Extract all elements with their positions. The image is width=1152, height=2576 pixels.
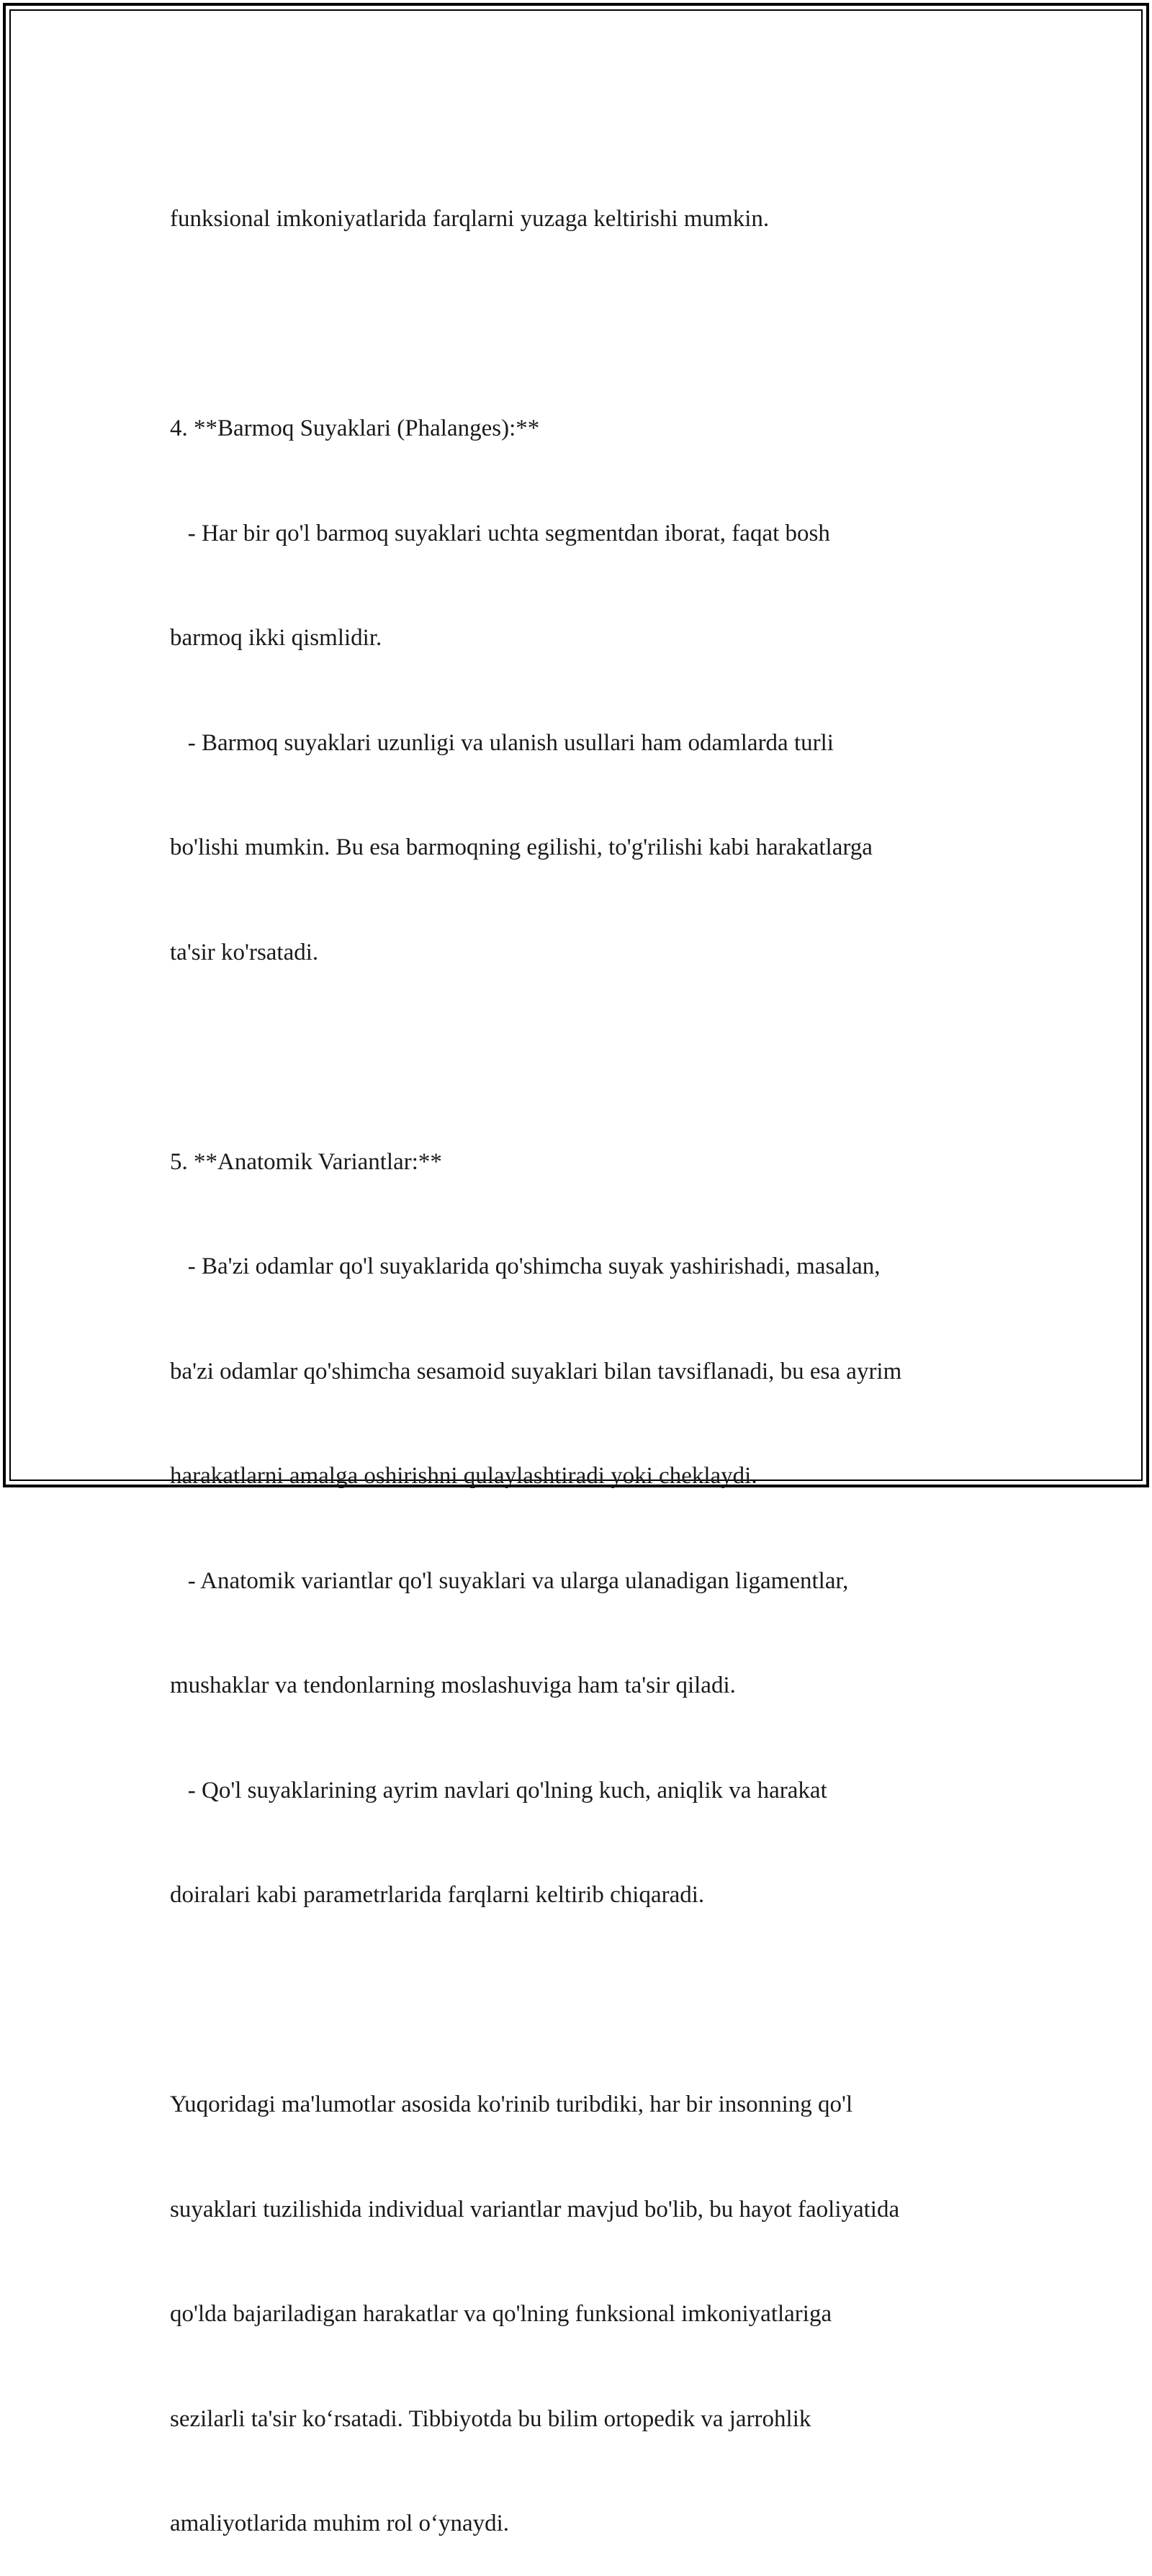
- text-line: ta'sir ko'rsatadi.: [170, 939, 319, 965]
- text-line: amaliyotlarida muhim rol o‘ynaydi.: [170, 2510, 510, 2536]
- text-line: bo'lishi mumkin. Bu esa barmoqning egilishi, to'g'rilishi kabi harakatlarga: [170, 834, 873, 860]
- blank-line: [170, 1040, 998, 1075]
- text-line: suyaklari tuzilishida individual variantlar mavjud bo'lib, bu hayot faoliyatida: [170, 2196, 900, 2223]
- text-line: doiralari kabi parametrlarida farqlarni keltirib chiqaradi.: [170, 1882, 705, 1908]
- text-line: Yuqoridagi ma'lumotlar asosida ko'rinib turibdiki, har bir insonning qo'l: [170, 2091, 853, 2117]
- text-line: barmoq ikki qismlidir.: [170, 625, 382, 651]
- text-line: ba'zi odamlar qo'shimcha sesamoid suyaklari bilan tavsiflanadi, bu esa ayrim: [170, 1358, 902, 1384]
- text-line: - Anatomik variantlar qo'l suyaklari va ularga ulanadigan ligamentlar,: [170, 1567, 849, 1594]
- text-line: harakatlarni amalga oshirishni qulaylashtiradi yoki cheklaydi.: [170, 1463, 757, 1489]
- text-line: sezilarli ta'sir ko‘rsatadi. Tibbiyotda bu bilim ortopedik va jarrohlik: [170, 2405, 811, 2432]
- section-heading: 5. **Anatomik Variantlar:**: [170, 1148, 442, 1175]
- text-line: mushaklar va tendonlarning moslashuviga ham ta'sir qiladi.: [170, 1672, 736, 1698]
- text-line: - Qo'l suyaklarining ayrim navlari qo'lning kuch, aniqlik va harakat: [170, 1777, 827, 1803]
- section-heading: 4. **Barmoq Suyaklari (Phalanges):**: [170, 415, 540, 441]
- text-line: funksional imkoniyatlarida farqlarni yuzaga keltirishi mumkin.: [170, 206, 770, 232]
- text-line: - Barmoq suyaklari uzunligi va ulanish usullari ham odamlarda turli: [170, 729, 834, 756]
- document-body: [170, 132, 998, 2576]
- text-line: qo'lda bajariladigan harakatlar va qo'lning funksional imkoniyatlariga: [170, 2301, 832, 2327]
- text-line: - Ba'zi odamlar qo'l suyaklarida qo'shimcha suyak yashirishadi, masalan,: [170, 1253, 881, 1279]
- blank-line: [170, 307, 998, 342]
- blank-line: [170, 1983, 998, 2018]
- text-line: - Har bir qo'l barmoq suyaklari uchta segmentdan iborat, faqat bosh: [170, 520, 830, 546]
